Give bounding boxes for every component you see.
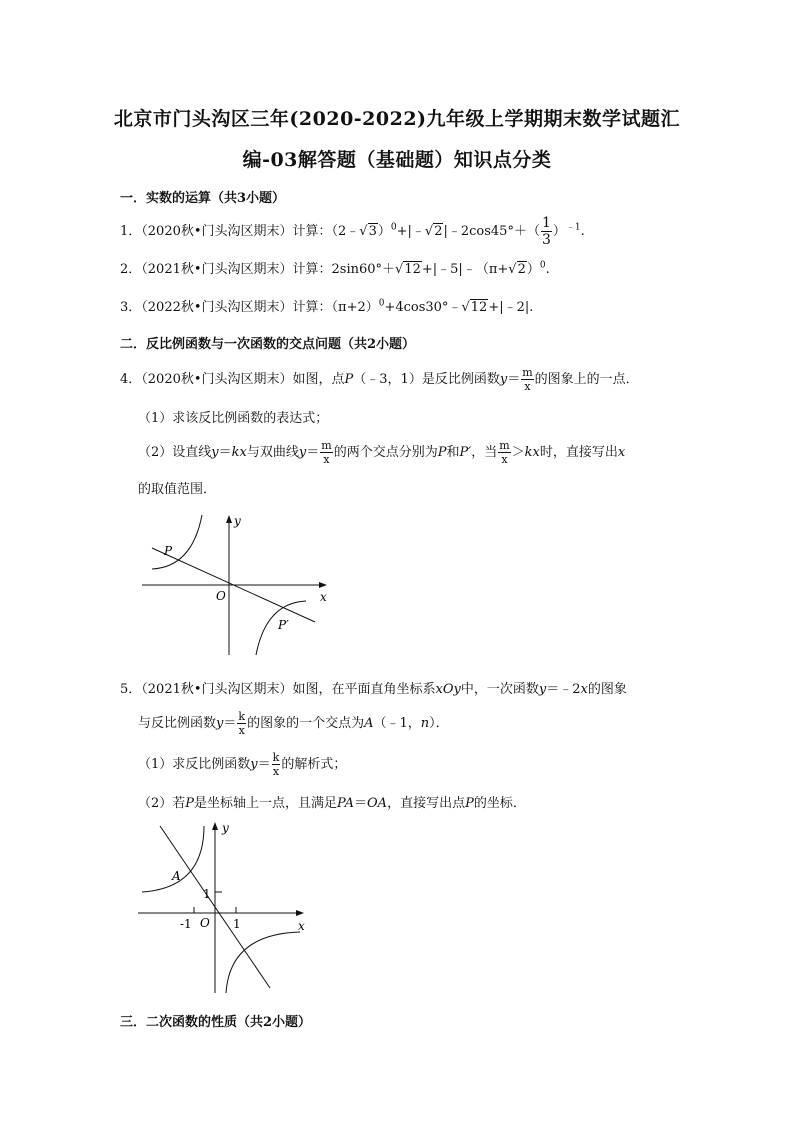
- hyperbola-branch-lower-right: [226, 932, 300, 993]
- question-4-part-1: （1）求该反比例函数的表达式；: [138, 411, 329, 426]
- question-4-part-2: （2）设直线y＝kx与双曲线y＝ $\frac{m}{x}$ 的两个交点分别为P和P′，当 $\frac{m}{x}$ ＞kx时，直接写出x: [138, 439, 626, 466]
- label-y: y: [222, 821, 229, 835]
- label-x: x: [320, 590, 327, 604]
- section-heading-2: 二．反比例函数与一次函数的交点问题（共2小题）: [120, 337, 416, 352]
- question-1: 1．（2020秋•门头沟区期末）计算：（2﹣√3）$^0$+|﹣√2|﹣2cos45°＋（ $\frac{1}{3}$ ）$^{﹣1}$.: [120, 215, 585, 248]
- question-5-part-1: （1）求反比例函数y＝ $\frac{k}{x}$ 的解析式；: [138, 751, 347, 778]
- section-heading-3: 三．二次函数的性质（共2小题）: [120, 1015, 312, 1030]
- label-origin: O: [216, 589, 226, 603]
- label-one-x: 1: [233, 917, 241, 931]
- fraction-one-third: $\frac{1}{3}$: [541, 215, 551, 248]
- hyperbola-branch-upper-left: [152, 515, 202, 569]
- y-axis-arrow: [226, 515, 232, 523]
- label-neg1-x: -1: [180, 917, 192, 931]
- figure-hyperbola-2: [130, 818, 315, 998]
- label-a: A: [172, 869, 181, 883]
- y-axis-arrow: [212, 822, 218, 830]
- question-4: 4．（2020秋•门头沟区期末）如图，点P（﹣3，1）是反比例函数y＝ $\frac{m}{x}$ 的图象上的一点．: [120, 366, 639, 393]
- label-y: y: [234, 514, 241, 528]
- label-x: x: [298, 919, 305, 933]
- question-5: 5．（2021秋•门头沟区期末）如图，在平面直角坐标系xOy中，一次函数y＝﹣2x的图象: [120, 682, 627, 697]
- label-one-y: 1: [203, 887, 211, 901]
- x-axis-arrow: [296, 910, 304, 916]
- label-origin: O: [200, 916, 210, 930]
- label-p: P: [164, 544, 173, 558]
- section-heading-1: 一．实数的运算（共3小题）: [120, 191, 286, 206]
- question-5-line-2: 与反比例函数y＝ $\frac{k}{x}$ 的图象的一个交点为A（﹣1，n）．: [138, 710, 449, 737]
- question-4-part-2-cont: 的取值范围．: [138, 482, 217, 497]
- figure-hyperbola-1: [130, 505, 340, 660]
- question-2: 2．（2021秋•门头沟区期末）计算：$2\sin 60^\circ+√12+|﹣5|﹣(\pi+√2)^0$.: [120, 260, 550, 277]
- question-3: 3．（2022秋•门头沟区期末）计算：$(\pi+2)^0+4\cos 30^\circ﹣√12+|﹣2|$.: [120, 298, 534, 315]
- x-axis-arrow: [319, 582, 327, 588]
- label-p-prime: P′: [278, 618, 289, 632]
- doc-title-line2: 编-03解答题（基础题）知识点分类: [242, 149, 552, 171]
- doc-title-line1: 北京市门头沟区三年(2020-2022)九年级上学期期末数学试题汇: [113, 108, 681, 130]
- question-5-part-2: （2）若P是坐标轴上一点，且满足PA＝OA，直接写出点P的坐标．: [138, 796, 526, 811]
